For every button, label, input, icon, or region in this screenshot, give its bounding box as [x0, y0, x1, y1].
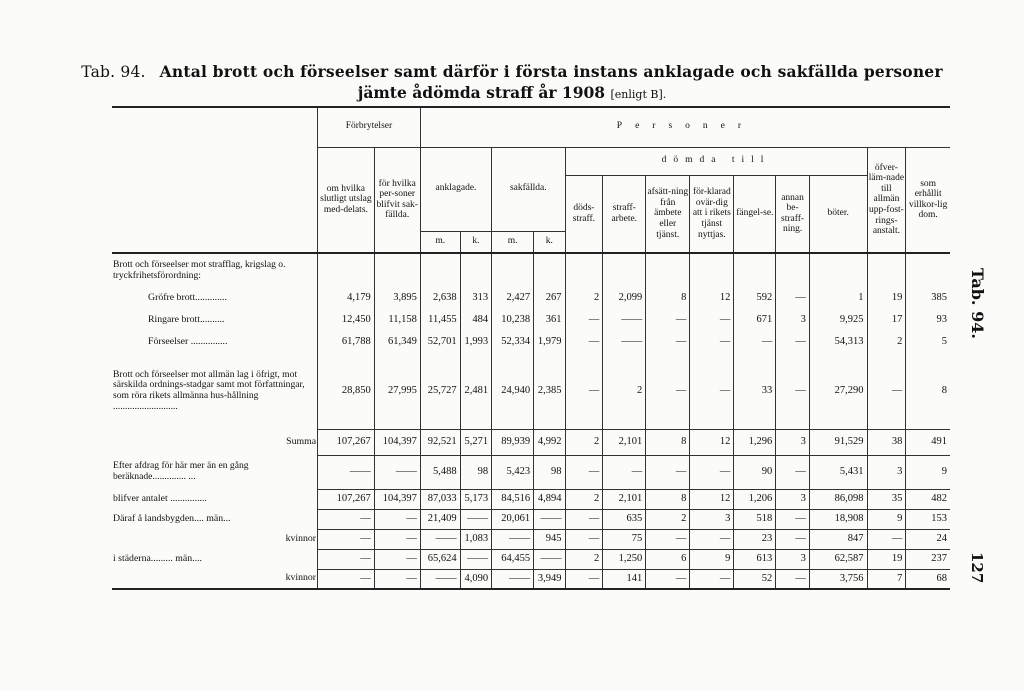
- table-cell: 104,397: [374, 429, 420, 455]
- table-cell: 27,995: [374, 353, 420, 429]
- table-cell: ——: [460, 549, 491, 569]
- table-cell: ——: [492, 529, 534, 549]
- table-cell: 635: [603, 509, 646, 529]
- row-label: Förseelser ...............: [148, 335, 228, 347]
- table-cell: 7: [867, 569, 906, 589]
- table-cell: 62,587: [809, 549, 867, 569]
- row-label: Ringare brott..........: [148, 313, 225, 325]
- table-cell: ——: [603, 309, 646, 331]
- table-row: [112, 529, 950, 549]
- table-row: [112, 253, 950, 287]
- header-anklagade-m: m.: [420, 231, 460, 253]
- table-cell: 2,481: [460, 353, 491, 429]
- table-cell: 1,979: [534, 331, 565, 353]
- table-cell: —: [646, 529, 690, 549]
- table-cell: —: [867, 529, 906, 549]
- table-cell: 847: [809, 529, 867, 549]
- header-domda-till: dömda till: [565, 147, 867, 175]
- table-cell: 385: [906, 287, 950, 309]
- table-cell: —: [776, 287, 810, 309]
- table-cell: 86,098: [809, 489, 867, 509]
- table-cell: 2: [565, 287, 603, 309]
- header-villkorlig: som erhållit villkor-lig dom.: [906, 147, 950, 253]
- table-cell: [734, 253, 776, 287]
- table-cell: 3: [776, 489, 810, 509]
- table-cell: [867, 253, 906, 287]
- table-cell: 52: [734, 569, 776, 589]
- table-cell: —: [318, 509, 375, 529]
- table-cell: 64,455: [492, 549, 534, 569]
- table-cell: —: [776, 569, 810, 589]
- table-cell: 107,267: [318, 489, 375, 509]
- header-om-hvilka: om hvilka slutligt utslag med-delats.: [318, 147, 375, 253]
- table-cell: 9: [867, 509, 906, 529]
- table-cell: —: [690, 455, 734, 489]
- table-cell: 2,427: [492, 287, 534, 309]
- table-cell: 2: [646, 509, 690, 529]
- table-cell: —: [646, 455, 690, 489]
- header-sakfallda: sakfällda.: [492, 147, 565, 231]
- table-cell: —: [565, 331, 603, 353]
- table-row: [112, 287, 950, 309]
- table-cell: —: [565, 353, 603, 429]
- table-cell: 153: [906, 509, 950, 529]
- table-cell: —: [646, 309, 690, 331]
- header-boter: böter.: [809, 175, 867, 253]
- table-cell: 20,061: [492, 509, 534, 529]
- table-cell: 10,238: [492, 309, 534, 331]
- table-cell: ——: [534, 509, 565, 529]
- table-cell: 1,250: [603, 549, 646, 569]
- table-cell: 68: [906, 569, 950, 589]
- table-cell: [906, 253, 950, 287]
- header-anklagade: anklagade.: [420, 147, 491, 231]
- table-cell: [809, 253, 867, 287]
- header-sakfallda-k: k.: [534, 231, 565, 253]
- table-cell: 2: [603, 353, 646, 429]
- table-cell: 482: [906, 489, 950, 509]
- table-cell: —: [318, 569, 375, 589]
- table-cell: 3,756: [809, 569, 867, 589]
- header-forklarad-ovardig: för-klarad ovär-dig att i rikets tjänst nyttjas.: [690, 175, 734, 253]
- table-cell: 8: [646, 489, 690, 509]
- table-cell: [420, 253, 460, 287]
- header-annan-bestraffning: annan be-straff-ning.: [776, 175, 810, 253]
- header-fangelse: fängel-se.: [734, 175, 776, 253]
- side-tab-label: Tab. 94.: [968, 268, 987, 339]
- table-cell: [603, 253, 646, 287]
- header-straffarbete: straff-arbete.: [603, 175, 646, 253]
- table-cell: —: [565, 455, 603, 489]
- table-cell: 671: [734, 309, 776, 331]
- table-cell: 237: [906, 549, 950, 569]
- stub-header: [112, 107, 318, 253]
- row-label: Brott och förseelser mot allmän lag i öfrigt, mot särskilda ordnings-stadgar samt mot författningar, som röra rikets allmänna hus-hållning ...........................: [113, 368, 305, 412]
- row-label: Gröfre brott.............: [148, 291, 227, 303]
- table-cell: 84,516: [492, 489, 534, 509]
- table-cell: —: [646, 569, 690, 589]
- table-body: [112, 253, 950, 589]
- header-anklagade-k: k.: [460, 231, 491, 253]
- table-cell: 141: [603, 569, 646, 589]
- table-cell: 54,313: [809, 331, 867, 353]
- table-cell: 3,949: [534, 569, 565, 589]
- table-cell: 5,431: [809, 455, 867, 489]
- table-cell: [318, 253, 375, 287]
- table-cell: 2,638: [420, 287, 460, 309]
- table-cell: 3: [776, 429, 810, 455]
- table-cell: 24: [906, 529, 950, 549]
- table-cell: 61,788: [318, 331, 375, 353]
- table-cell: —: [776, 353, 810, 429]
- table-cell: —: [734, 331, 776, 353]
- table-cell: —: [646, 353, 690, 429]
- table-cell: 104,397: [374, 489, 420, 509]
- table-cell: 5,173: [460, 489, 491, 509]
- table-cell: 19: [867, 287, 906, 309]
- table-cell: 17: [867, 309, 906, 331]
- table-cell: 613: [734, 549, 776, 569]
- table-cell: —: [565, 309, 603, 331]
- table-cell: —: [318, 529, 375, 549]
- table-cell: 61,349: [374, 331, 420, 353]
- table-cell: [534, 253, 565, 287]
- table-cell: 5: [906, 331, 950, 353]
- table-cell: 2: [565, 429, 603, 455]
- table-cell: —: [374, 569, 420, 589]
- header-personer: Personer: [420, 107, 950, 147]
- table-cell: 313: [460, 287, 491, 309]
- table-cell: [776, 253, 810, 287]
- table-cell: 33: [734, 353, 776, 429]
- table-cell: 2,385: [534, 353, 565, 429]
- table-cell: ——: [460, 509, 491, 529]
- table-cell: 25,727: [420, 353, 460, 429]
- table-cell: 93: [906, 309, 950, 331]
- table-cell: 5,488: [420, 455, 460, 489]
- table-cell: —: [565, 529, 603, 549]
- table-cell: 12: [690, 287, 734, 309]
- table-cell: 12: [690, 429, 734, 455]
- table-cell: —: [690, 569, 734, 589]
- table-cell: —: [374, 509, 420, 529]
- table-cell: [492, 253, 534, 287]
- table-cell: 3: [690, 509, 734, 529]
- table-cell: [374, 253, 420, 287]
- table-cell: —: [776, 331, 810, 353]
- table-cell: —: [374, 549, 420, 569]
- table-row: [112, 455, 950, 489]
- table-cell: 1: [809, 287, 867, 309]
- table-cell: 2,101: [603, 489, 646, 509]
- table-cell: 592: [734, 287, 776, 309]
- table-cell: 4,992: [534, 429, 565, 455]
- table-number: Tab. 94.: [81, 63, 146, 81]
- table-cell: 35: [867, 489, 906, 509]
- table-cell: ——: [603, 331, 646, 353]
- table-cell: 9: [906, 455, 950, 489]
- table-cell: 11,455: [420, 309, 460, 331]
- statistics-table: [112, 106, 950, 590]
- row-label: Summa: [286, 435, 317, 447]
- table-cell: 1,083: [460, 529, 491, 549]
- table-cell: 3: [867, 455, 906, 489]
- table-cell: 90: [734, 455, 776, 489]
- table-cell: 87,033: [420, 489, 460, 509]
- table-cell: 52,334: [492, 331, 534, 353]
- table-cell: —: [690, 353, 734, 429]
- table-cell: 4,090: [460, 569, 491, 589]
- header-forbrytelser: Förbrytelser: [318, 107, 421, 147]
- table-cell: 8: [646, 287, 690, 309]
- row-label: kvinnor: [285, 532, 317, 544]
- table-cell: [690, 253, 734, 287]
- header-ofverlamnade: öfver-läm-nade till allmän upp-fost-rings-anstalt.: [867, 147, 906, 253]
- table-cell: —: [374, 529, 420, 549]
- table-cell: 92,521: [420, 429, 460, 455]
- table-row: [112, 509, 950, 529]
- table-cell: 21,409: [420, 509, 460, 529]
- table-cell: ——: [318, 455, 375, 489]
- table-cell: ——: [420, 569, 460, 589]
- header-afsattning: afsätt-ning från ämbete eller tjänst.: [646, 175, 690, 253]
- table-cell: 8: [646, 429, 690, 455]
- table-cell: 2: [565, 549, 603, 569]
- table-cell: 4,894: [534, 489, 565, 509]
- header-sakfallda-m: m.: [492, 231, 534, 253]
- table-cell: 1,206: [734, 489, 776, 509]
- header-dodsstraff: döds-straff.: [565, 175, 603, 253]
- table-cell: 8: [906, 353, 950, 429]
- table-cell: ——: [534, 549, 565, 569]
- table-cell: 6: [646, 549, 690, 569]
- table-cell: ——: [420, 529, 460, 549]
- table-cell: —: [565, 509, 603, 529]
- title-year-text: jämte ådömda straff år 1908: [357, 83, 606, 102]
- table-cell: 65,624: [420, 549, 460, 569]
- table-cell: [460, 253, 491, 287]
- row-label: i städerna......... män....: [113, 552, 202, 564]
- table-cell: —: [776, 509, 810, 529]
- table-cell: [646, 253, 690, 287]
- table-cell: —: [776, 455, 810, 489]
- table-cell: 3: [776, 309, 810, 331]
- table-cell: 9: [690, 549, 734, 569]
- table-cell: 5,271: [460, 429, 491, 455]
- table-cell: 89,939: [492, 429, 534, 455]
- table-cell: —: [646, 331, 690, 353]
- table-cell: 11,158: [374, 309, 420, 331]
- table-cell: —: [690, 529, 734, 549]
- table-cell: 2,101: [603, 429, 646, 455]
- table-cell: [565, 253, 603, 287]
- row-label: kvinnor: [112, 569, 318, 589]
- title-text: Antal brott och förseelser samt därför i första instans anklagade och sakfällda personer: [159, 62, 943, 81]
- table-cell: 27,290: [809, 353, 867, 429]
- table-row: [112, 489, 950, 509]
- table-cell: ——: [492, 569, 534, 589]
- row-label: Brott och förseelser mot strafflag, krigslag o. tryckfrihetsförordning:: [112, 253, 318, 287]
- table-cell: ——: [374, 455, 420, 489]
- table-cell: 52,701: [420, 331, 460, 353]
- table-row: [112, 549, 950, 569]
- row-label: blifver antalet ...............: [113, 492, 207, 504]
- table-cell: —: [867, 353, 906, 429]
- table-cell: 38: [867, 429, 906, 455]
- row-label: Däraf å landsbygden.... män...: [113, 512, 231, 524]
- table-cell: 107,267: [318, 429, 375, 455]
- table-cell: 5,423: [492, 455, 534, 489]
- table-cell: 12,450: [318, 309, 375, 331]
- table-cell: 2: [565, 489, 603, 509]
- table-cell: 1,296: [734, 429, 776, 455]
- table-cell: 491: [906, 429, 950, 455]
- table-row: [112, 309, 950, 331]
- table-cell: 91,529: [809, 429, 867, 455]
- table-cell: 19: [867, 549, 906, 569]
- table-row: [112, 353, 950, 429]
- side-page-number: 127: [968, 552, 986, 584]
- table-row: [112, 331, 950, 353]
- table-cell: —: [603, 455, 646, 489]
- table-cell: —: [776, 529, 810, 549]
- table-cell: 98: [534, 455, 565, 489]
- table-cell: 2,099: [603, 287, 646, 309]
- table-cell: 361: [534, 309, 565, 331]
- table-row: [112, 429, 950, 455]
- table-cell: 4,179: [318, 287, 375, 309]
- table-cell: 945: [534, 529, 565, 549]
- table-cell: 1,993: [460, 331, 491, 353]
- row-label: Efter afdrag för här mer än en gång beräknade.............. ...: [113, 460, 249, 482]
- table-cell: 28,850: [318, 353, 375, 429]
- table-cell: 518: [734, 509, 776, 529]
- table-cell: —: [690, 331, 734, 353]
- table-cell: 484: [460, 309, 491, 331]
- table-cell: 75: [603, 529, 646, 549]
- table-cell: 3: [776, 549, 810, 569]
- table-cell: —: [690, 309, 734, 331]
- table-cell: 24,940: [492, 353, 534, 429]
- title-source-note: [enligt B].: [610, 88, 667, 101]
- table-cell: —: [565, 569, 603, 589]
- table-cell: 267: [534, 287, 565, 309]
- table-cell: 18,908: [809, 509, 867, 529]
- table-cell: 12: [690, 489, 734, 509]
- table-cell: 2: [867, 331, 906, 353]
- table-cell: 23: [734, 529, 776, 549]
- table-cell: 3,895: [374, 287, 420, 309]
- table-title-line1: [0, 62, 1024, 81]
- table-cell: —: [318, 549, 375, 569]
- table-title-line2: [0, 83, 1024, 102]
- header-for-hvilka: för hvilka per-soner blifvit sak-fällda.: [374, 147, 420, 253]
- table-cell: 9,925: [809, 309, 867, 331]
- table-cell: 98: [460, 455, 491, 489]
- table-row: [112, 569, 950, 589]
